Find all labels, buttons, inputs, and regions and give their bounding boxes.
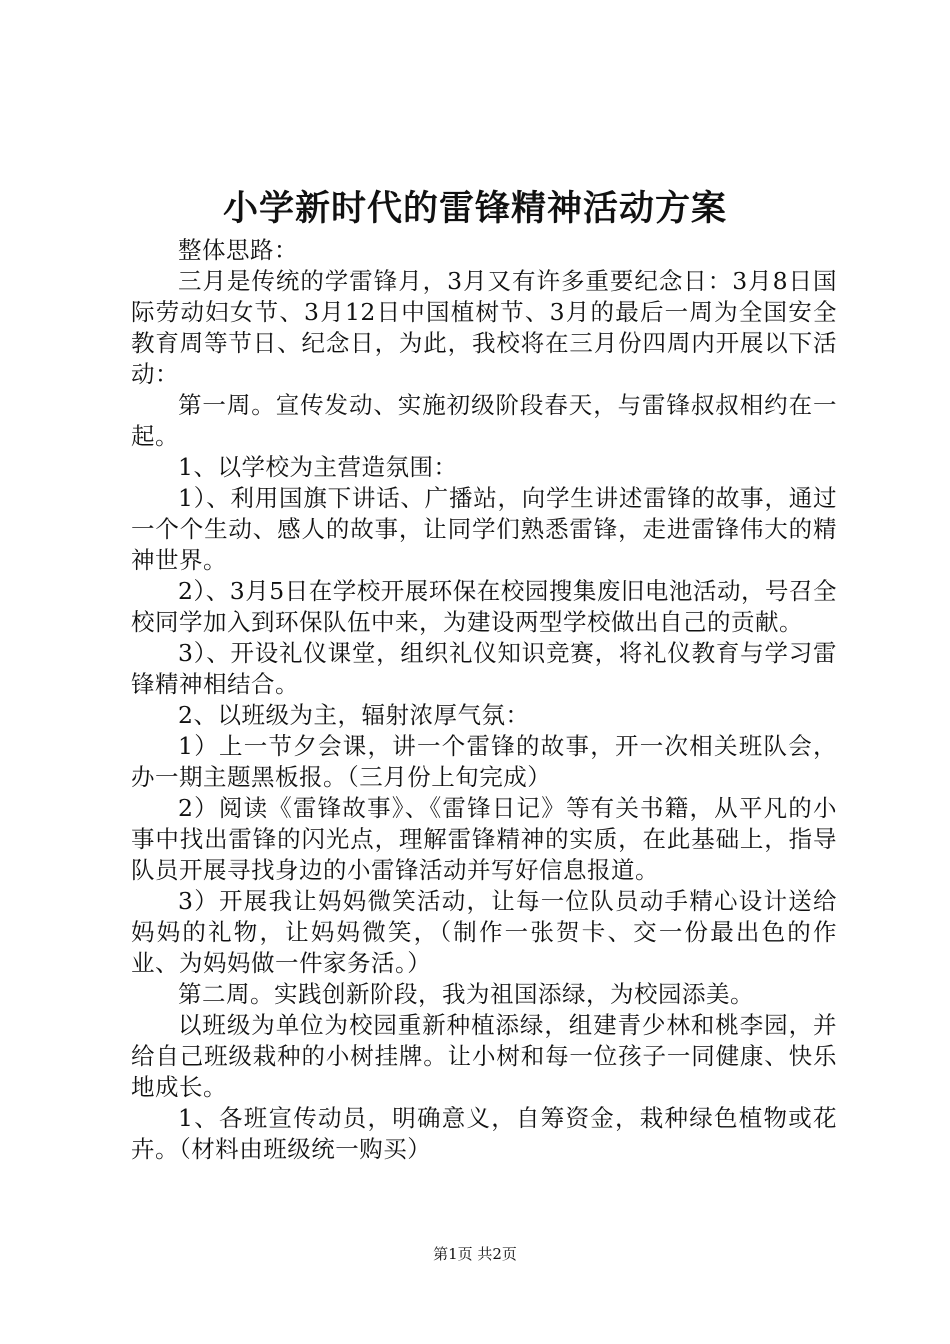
- paragraph-class-mobilization: 1、各班宣传动员，明确意义，自筹资金，栽种绿色植物或花卉。（材料由班级统一购买）: [131, 1104, 837, 1163]
- paragraph-flag-speech: 1）、利用国旗下讲话、广播站，向学生讲述雷锋的故事，通过一个个生动、感人的故事，让同学们熟悉雷锋，走进雷锋伟大的精神世界。: [131, 484, 837, 574]
- paragraph-school-atmosphere: 1、以学校为主营造氛围：: [178, 453, 458, 481]
- paragraph-overall-idea: 整体思路：: [178, 236, 298, 264]
- paragraph-reading: 2）阅读《雷锋故事》、《雷锋日记》等有关书籍，从平凡的小事中找出雷锋的闪光点，理解雷锋精神的实质，在此基础上，指导队员开展寻找身边的小雷锋活动并写好信息报道。: [131, 794, 837, 884]
- paragraph-etiquette-class: 3）、开设礼仪课堂，组织礼仪知识竞赛，将礼仪教育与学习雷锋精神相结合。: [131, 639, 837, 698]
- page-footer: 第1页 共2页: [433, 1245, 517, 1263]
- paragraph-intro: 三月是传统的学雷锋月，3月又有许多重要纪念日：3月8日国际劳动妇女节、3月12日中国植树节、3月的最后一周为全国安全教育周等节日、纪念日，为此，我校将在三月份四周内开展以下活动：: [131, 267, 837, 388]
- paragraph-week-two: 第二周。实践创新阶段，我为祖国添绿，为校园添美。: [178, 980, 754, 1008]
- paragraph-mother-smile: 3）开展我让妈妈微笑活动，让每一位队员动手精心设计送给妈妈的礼物，让妈妈微笑，（制作一张贺卡、交一份最出色的作业、为妈妈做一件家务活。）: [131, 887, 837, 977]
- document-body: [131, 235, 837, 1165]
- document-title: 小学新时代的雷锋精神活动方案: [222, 188, 727, 229]
- paragraph-planting: 以班级为单位为校园重新种植添绿，组建青少林和桃李园，并给自己班级栽种的小树挂牌。让小树和每一位孩子一同健康、快乐地成长。: [131, 1011, 837, 1101]
- paragraph-class-meeting: 1）上一节夕会课，讲一个雷锋的故事，开一次相关班队会，办一期主题黑板报。（三月份上旬完成）: [131, 732, 837, 791]
- paragraph-class-atmosphere: 2、以班级为主，辐射浓厚气氛：: [178, 701, 530, 729]
- paragraph-week-one: 第一周。宣传发动、实施初级阶段春天，与雷锋叔叔相约在一起。: [131, 391, 837, 450]
- paragraph-battery-collection: 2）、3月5日在学校开展环保在校园搜集废旧电池活动，号召全校同学加入到环保队伍中来，为建设两型学校做出自己的贡献。: [131, 577, 837, 636]
